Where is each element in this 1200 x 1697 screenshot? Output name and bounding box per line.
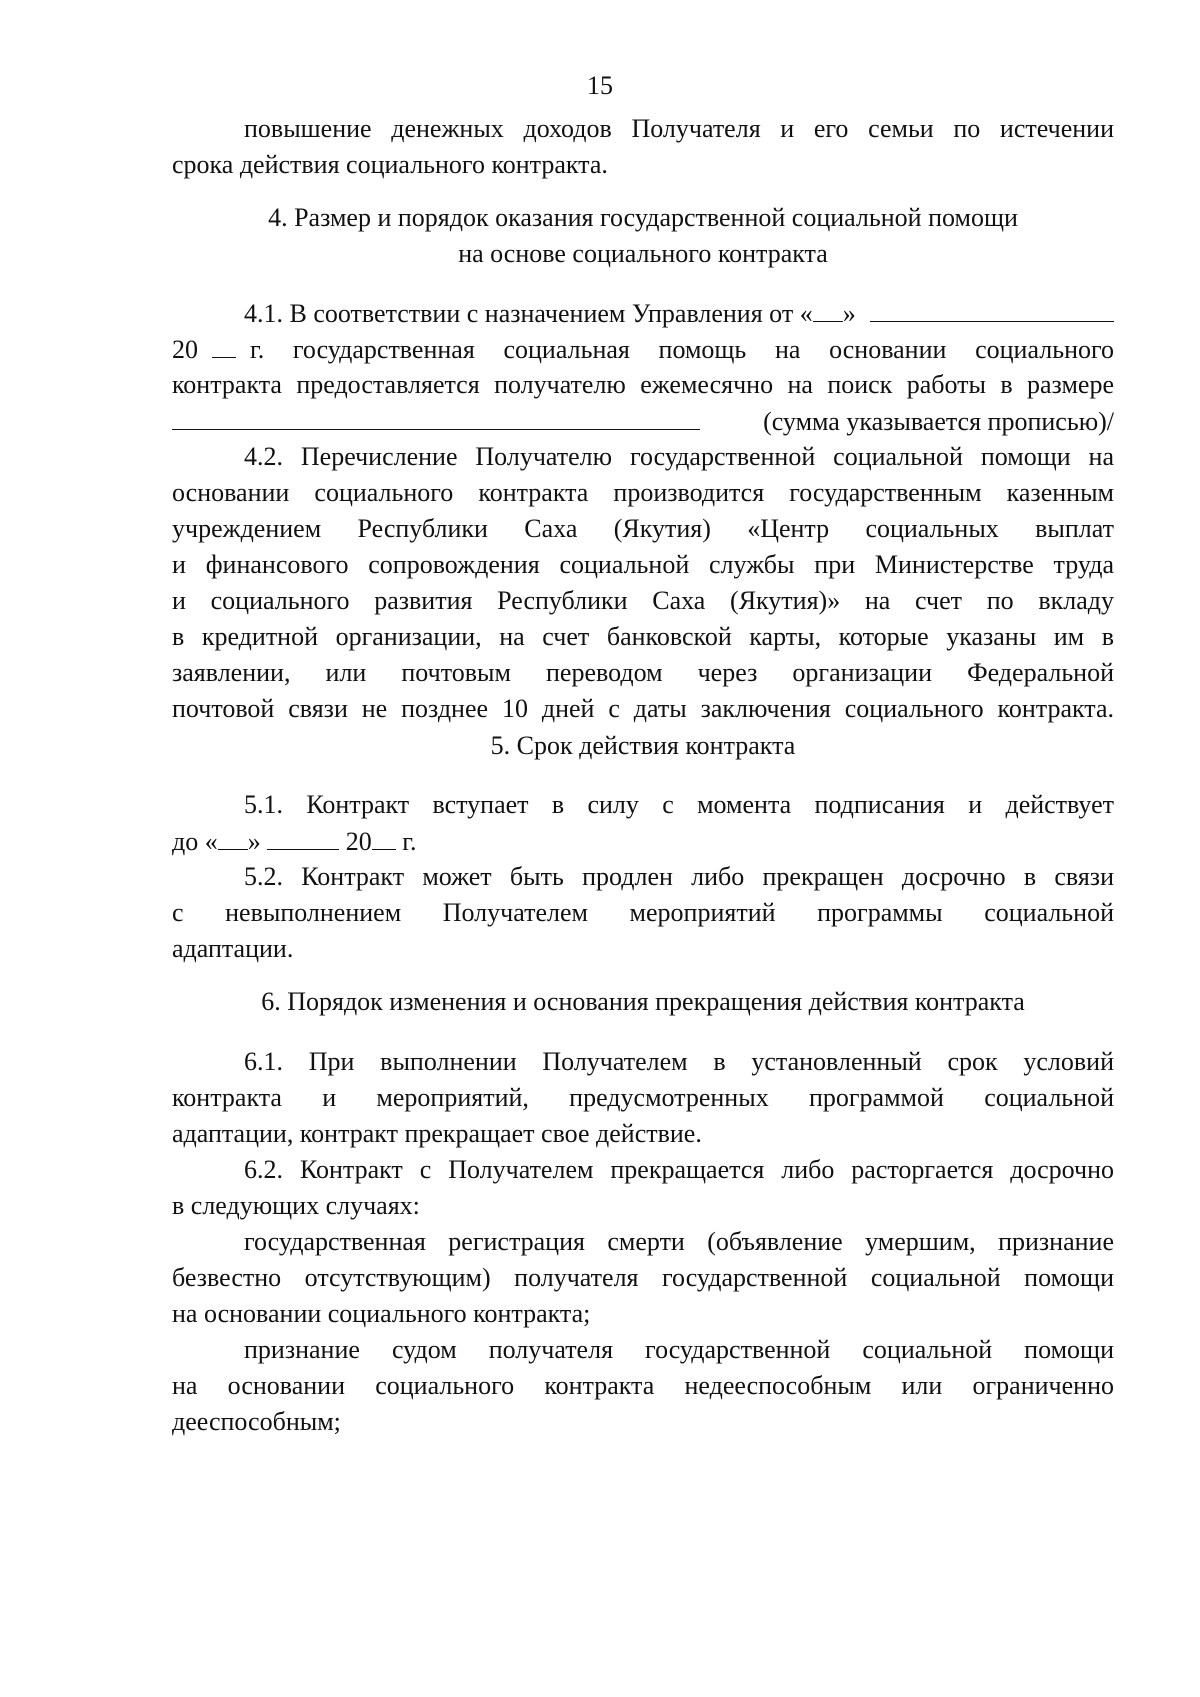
- text-line: [172, 823, 1114, 859]
- page-number: 15: [587, 71, 613, 100]
- text-fragment: до «: [172, 827, 218, 856]
- text-line: с невыполнением Получателем мероприятий программы социальной: [172, 898, 1114, 927]
- text-fragment: г.: [402, 827, 417, 856]
- heading-line: на основе социального контракта: [458, 239, 828, 268]
- text-line: дееспособным;: [172, 1407, 341, 1436]
- section-5-heading: [172, 728, 1114, 764]
- text-line: 6.1. При выполнении Получателем в установленный срок условий: [244, 1047, 1114, 1076]
- blank-day-field: [813, 295, 843, 322]
- blank-year-field: [212, 331, 236, 358]
- text-line: государственная регистрация смерти (объявление умершим, признание: [244, 1227, 1114, 1256]
- text-line: [172, 403, 1114, 439]
- text-line: в следующих случаях:: [172, 1191, 420, 1220]
- text-line: заявлении, или почтовым переводом через организации Федеральной: [172, 658, 1114, 687]
- text-fragment: »: [842, 299, 856, 328]
- text-line: срока действия социального контракта.: [172, 150, 608, 179]
- text-line: 5.1. Контракт вступает в силу с момента подписания и действует: [244, 790, 1114, 819]
- text-line: на основании социального контракта недееспособным или ограниченно: [172, 1371, 1114, 1400]
- text-line: и социального развития Республики Саха (Якутия)» на счет по вкладу: [172, 586, 1114, 615]
- text-line: и финансового сопровождения социальной службы при Министерстве труда: [172, 550, 1114, 579]
- paragraph-continuation: [172, 111, 1114, 183]
- paragraph-5-1: [172, 787, 1114, 859]
- section-4-heading: [172, 200, 1114, 272]
- paragraph-6-2: [172, 1152, 1114, 1224]
- text-fragment: (сумма указывается прописью)/: [763, 407, 1114, 436]
- text-fragment: 20: [345, 827, 372, 856]
- text-line: основании социального контракта производится государственным казенным: [172, 478, 1114, 507]
- text-line: на основании социального контракта;: [172, 1299, 591, 1328]
- text-line: [172, 295, 1114, 331]
- heading-line: 6. Порядок изменения и основания прекращения действия контракта: [261, 987, 1025, 1016]
- paragraph-4-1: [172, 295, 1114, 439]
- text-line: учреждением Республики Саха (Якутия) «Центр социальных выплат: [172, 514, 1114, 543]
- text-fragment: 4.1. В соответствии с назначением Управления от «: [244, 299, 813, 328]
- blank-year-field: [372, 823, 396, 850]
- paragraph-5-2: [172, 859, 1114, 967]
- text-line: признание судом получателя государственной социальной помощи: [244, 1335, 1114, 1364]
- section-6-heading: [172, 984, 1114, 1020]
- blank-amount-field: [172, 403, 700, 430]
- text-line: почтовой связи не позднее 10 дней с даты заключения социального контракта.: [172, 694, 1114, 723]
- text-fragment: »: [247, 827, 261, 856]
- blank-month-field: [267, 823, 339, 850]
- termination-case-1: [172, 1224, 1114, 1332]
- text-line: в кредитной организации, на счет банковской карты, которые указаны им в: [172, 622, 1114, 651]
- heading-line: 5. Срок действия контракта: [490, 731, 796, 760]
- text-line: контракта предоставляется получателю ежемесячно на поиск работы в размере: [172, 370, 1114, 399]
- termination-case-2: [172, 1332, 1114, 1440]
- blank-month-field: [870, 295, 1114, 322]
- blank-day-field: [218, 823, 248, 850]
- paragraph-6-1: [172, 1044, 1114, 1152]
- paragraph-4-2: [172, 439, 1114, 727]
- text-line: контракта и мероприятий, предусмотренных программой социальной: [172, 1083, 1114, 1112]
- text-line: 6.2. Контракт с Получателем прекращается либо расторгается досрочно: [244, 1155, 1114, 1184]
- text-line: адаптации.: [172, 934, 294, 963]
- text-line: 4.2. Перечисление Получателю государственной социальной помощи на: [244, 442, 1114, 471]
- text-fragment: г. государственная социальная помощь на основании социального: [250, 335, 1114, 364]
- text-line: [172, 331, 1114, 367]
- text-line: повышение денежных доходов Получателя и его семьи по истечении: [244, 114, 1114, 143]
- text-line: безвестно отсутствующим) получателя государственной социальной помощи: [172, 1263, 1114, 1292]
- text-line: 5.2. Контракт может быть продлен либо прекращен досрочно в связи: [244, 862, 1114, 891]
- text-line: адаптации, контракт прекращает свое действие.: [172, 1119, 702, 1148]
- heading-line: 4. Размер и порядок оказания государственной социальной помощи: [268, 203, 1018, 232]
- text-fragment: 20: [172, 335, 198, 364]
